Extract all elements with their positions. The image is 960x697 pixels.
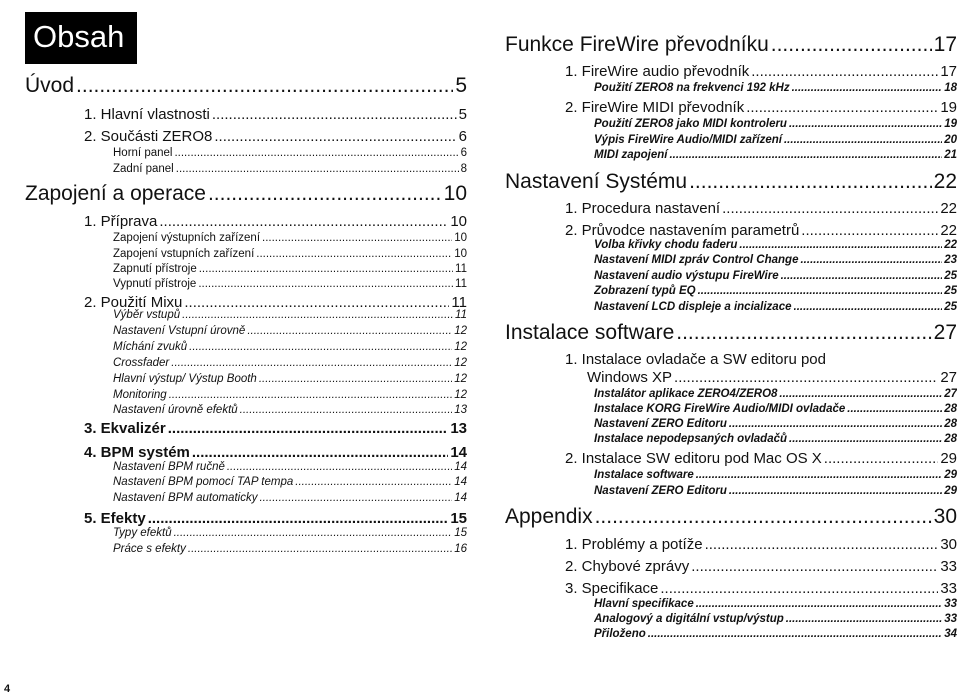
- toc-entry[interactable]: [594, 284, 957, 299]
- toc-entry-page: 11: [451, 294, 467, 311]
- toc-entry-label: 1. Procedura nastavení: [565, 200, 721, 217]
- toc-entry-label: Analogový a digitální vstup/výstup: [594, 613, 784, 625]
- toc-entry-page: 28: [944, 433, 957, 445]
- dot-leader: [696, 597, 942, 612]
- dot-leader: [262, 231, 452, 246]
- toc-entry[interactable]: [113, 162, 467, 177]
- toc-entry-label: 1. Problémy a potíže: [565, 536, 703, 553]
- dot-leader: [247, 324, 452, 339]
- toc-entry-label: Zapnutí přístroje: [113, 263, 197, 275]
- toc-entry-page: 8: [460, 163, 467, 175]
- toc-entry[interactable]: [594, 612, 957, 627]
- toc-entry-page: 17: [933, 33, 957, 56]
- toc-entry-label: 2. Součásti ZERO8: [84, 128, 213, 145]
- toc-entry[interactable]: [594, 269, 957, 284]
- toc-entry[interactable]: [594, 484, 957, 499]
- toc-entry-label: Výpis FireWire Audio/MIDI zařízení: [594, 134, 782, 146]
- dot-leader: [746, 98, 938, 117]
- toc-entry-label: Nastavení Vstupní úrovně: [113, 325, 246, 337]
- toc-entry-label: 1. Instalace ovladače a SW editoru pod: [565, 351, 826, 368]
- toc-entry-page: 28: [944, 403, 957, 415]
- toc-entry-page: 27: [944, 388, 957, 400]
- toc-entry-label: Výběr vstupů: [113, 309, 181, 321]
- dot-leader: [847, 402, 942, 417]
- toc-entry-page: 18: [944, 82, 957, 94]
- toc-entry-page: 6: [460, 147, 467, 159]
- toc-entry[interactable]: [84, 419, 467, 438]
- toc-entry[interactable]: [505, 504, 957, 530]
- toc-entry[interactable]: [565, 535, 957, 554]
- dot-leader: [696, 468, 942, 483]
- toc-entry-page: 25: [944, 270, 957, 282]
- toc-entry-page: 22: [944, 239, 957, 251]
- toc-entry-label: 1. Příprava: [84, 213, 158, 230]
- dot-leader: [676, 320, 931, 346]
- toc-entry[interactable]: [594, 387, 957, 402]
- toc-entry[interactable]: [113, 277, 467, 292]
- dot-leader: [729, 417, 942, 432]
- toc-entry-label: Crossfader: [113, 357, 170, 369]
- toc-entry[interactable]: [113, 324, 467, 339]
- toc-entry-page: 25: [944, 301, 957, 313]
- toc-entry-page: 25: [944, 285, 957, 297]
- toc-entry-page: 11: [455, 263, 467, 275]
- dot-leader: [259, 491, 452, 506]
- toc-entry[interactable]: [505, 320, 957, 346]
- toc-entry-page: 27: [940, 369, 957, 386]
- toc-entry[interactable]: [594, 627, 957, 642]
- toc-entry[interactable]: [113, 262, 467, 277]
- toc-entry-page: 29: [944, 469, 957, 481]
- toc-entry-label: Horní panel: [113, 147, 173, 159]
- toc-entry-label: Nastavení ZERO Editoru: [594, 485, 727, 497]
- toc-entry[interactable]: [594, 402, 957, 417]
- toc-entry-page: 19: [944, 118, 957, 130]
- dot-leader: [789, 117, 942, 132]
- toc-entry-page: 17: [940, 63, 957, 80]
- toc-entry-page: 22: [940, 222, 957, 239]
- toc-entry-page: 5: [458, 106, 467, 123]
- toc-entry-page: 10: [454, 248, 467, 260]
- toc-entry-label: 2. Chybové zprávy: [565, 558, 690, 575]
- dot-leader: [800, 253, 942, 268]
- toc-entry-label: Nastavení ZERO Editoru: [594, 418, 727, 430]
- toc-entry[interactable]: [25, 181, 467, 207]
- toc-entry-label: Zapojení a operace: [25, 182, 206, 205]
- toc-entry[interactable]: [113, 356, 467, 371]
- toc-entry[interactable]: [594, 117, 957, 132]
- toc-entry[interactable]: [594, 148, 957, 163]
- toc-entry[interactable]: [113, 247, 467, 262]
- toc-entry-label: Hlavní specifikace: [594, 598, 694, 610]
- toc-entry-label: 1. Hlavní vlastnosti: [84, 106, 210, 123]
- toc-entry-page: 15: [450, 510, 467, 527]
- toc-entry-page: 14: [450, 444, 467, 461]
- toc-entry-label: 2. Průvodce nastavením parametrů: [565, 222, 800, 239]
- toc-entry-label: Nastavení Systému: [505, 170, 688, 193]
- toc-entry[interactable]: [113, 146, 467, 161]
- dot-leader: [789, 432, 942, 447]
- toc-entry-page: 33: [944, 613, 957, 625]
- toc-entry[interactable]: [565, 350, 957, 369]
- toc-entry[interactable]: [113, 526, 467, 541]
- toc-entry-page: 27: [933, 321, 957, 344]
- dot-leader: [182, 308, 453, 323]
- dot-leader: [824, 449, 939, 468]
- dot-leader: [698, 284, 943, 299]
- toc-entry-page: 12: [454, 341, 467, 353]
- toc-entry[interactable]: [84, 212, 467, 231]
- toc-entry[interactable]: [113, 491, 467, 506]
- dot-leader: [227, 460, 452, 475]
- dot-leader: [722, 199, 938, 218]
- toc-entry-page: 14: [454, 492, 467, 504]
- toc-entry[interactable]: [84, 127, 467, 146]
- dot-leader: [259, 372, 452, 387]
- toc-entry-page: 12: [454, 325, 467, 337]
- dot-leader: [174, 146, 458, 161]
- toc-entry-page: 21: [944, 149, 957, 161]
- toc-entry[interactable]: [113, 372, 467, 387]
- toc-entry-label: Funkce FireWire převodníku: [505, 33, 769, 56]
- toc-entry-page: 6: [458, 128, 467, 145]
- toc-entry-label: Windows XP: [587, 369, 673, 386]
- dot-leader: [169, 388, 453, 403]
- dot-leader: [595, 504, 932, 530]
- toc-entry-page: 11: [455, 278, 467, 290]
- toc-entry[interactable]: [565, 98, 957, 117]
- dot-leader: [256, 247, 452, 262]
- toc-entry-label: Volba křivky chodu faderu: [594, 239, 738, 251]
- dot-leader: [660, 579, 938, 598]
- toc-entry-label: Vypnutí přístroje: [113, 278, 197, 290]
- toc-entry-page: 13: [454, 404, 467, 416]
- toc-entry[interactable]: [594, 253, 957, 268]
- dot-leader: [189, 340, 452, 355]
- toc-entry-page: 29: [940, 450, 957, 467]
- dot-leader: [174, 526, 453, 541]
- dot-leader: [648, 627, 942, 642]
- toc-entry-page: 28: [944, 418, 957, 430]
- toc-entry-page: 20: [944, 134, 957, 146]
- toc-entry[interactable]: [594, 300, 957, 315]
- toc-entry-page: 10: [450, 213, 467, 230]
- dot-leader: [705, 535, 939, 554]
- toc-entry-label: 2. Instalace SW editoru pod Mac OS X: [565, 450, 822, 467]
- toc-entry-label: Nastavení audio výstupu FireWire: [594, 270, 779, 282]
- dot-leader: [689, 169, 932, 195]
- dot-leader: [794, 300, 943, 315]
- dot-leader: [739, 238, 942, 253]
- toc-entry[interactable]: [113, 460, 467, 475]
- toc-entry-label: 3. Ekvalizér: [84, 420, 166, 437]
- dot-leader: [188, 542, 452, 557]
- toc-entry-label: Nastavení MIDI zpráv Control Change: [594, 254, 799, 266]
- toc-entry[interactable]: [113, 231, 467, 246]
- toc-entry[interactable]: [113, 388, 467, 403]
- toc-entry-page: 10: [454, 232, 467, 244]
- toc-entry-page: 30: [940, 536, 957, 553]
- toc-entry[interactable]: [587, 368, 957, 387]
- toc-entry-label: Instalace software: [594, 469, 694, 481]
- dot-leader: [674, 368, 938, 387]
- toc-entry-label: 2. Použití Mixu: [84, 294, 183, 311]
- toc-entry-label: Instalace nepodepsaných ovladačů: [594, 433, 788, 445]
- toc-entry-label: Instalátor aplikace ZERO4/ZERO8: [594, 388, 778, 400]
- toc-entry-page: 33: [944, 598, 957, 610]
- toc-entry[interactable]: [113, 403, 467, 418]
- toc-entry[interactable]: [594, 468, 957, 483]
- toc-entry-label: Hlavní výstup/ Výstup Booth: [113, 373, 257, 385]
- toc-entry-page: 22: [940, 200, 957, 217]
- toc-entry[interactable]: [594, 238, 957, 253]
- toc-entry-page: 12: [454, 373, 467, 385]
- toc-entry-page: 33: [940, 558, 957, 575]
- toc-entry-page: 12: [454, 357, 467, 369]
- toc-entry-page: 11: [455, 309, 467, 321]
- toc-entry[interactable]: [565, 579, 957, 598]
- toc-entry-label: Instalace KORG FireWire Audio/MIDI ovladače: [594, 403, 846, 415]
- toc-entry-page: 23: [944, 254, 957, 266]
- dot-leader: [729, 484, 942, 499]
- toc-entry-page: 14: [454, 461, 467, 473]
- toc-entry-label: Práce s efekty: [113, 543, 186, 555]
- toc-entry[interactable]: [505, 169, 957, 195]
- toc-entry-label: Typy efektů: [113, 527, 172, 539]
- toc-entry-label: Úvod: [25, 74, 75, 97]
- dot-leader: [76, 73, 453, 99]
- toc-entry-label: Použití ZERO8 jako MIDI kontroleru: [594, 118, 787, 130]
- contents-title-box: [25, 12, 137, 64]
- dot-leader: [240, 403, 453, 418]
- toc-entry-label: Appendix: [505, 505, 593, 528]
- toc-entry-label: Nastavení LCD displeje a incializace: [594, 301, 792, 313]
- toc-entry[interactable]: [565, 199, 957, 218]
- dot-leader: [784, 133, 942, 148]
- dot-leader: [792, 81, 943, 96]
- toc-entry-label: Zadní panel: [113, 163, 174, 175]
- dot-leader: [198, 277, 453, 292]
- toc-entry[interactable]: [25, 73, 467, 99]
- toc-entry[interactable]: [594, 133, 957, 148]
- toc-entry-label: Zobrazení typů EQ: [594, 285, 696, 297]
- dot-leader: [779, 387, 942, 402]
- dot-leader: [751, 62, 938, 81]
- toc-entry[interactable]: [113, 542, 467, 557]
- toc-entry-label: Přiloženo: [594, 628, 646, 640]
- toc-entry-page: 22: [933, 170, 957, 193]
- dot-leader: [159, 212, 448, 231]
- contents-title: Obsah: [33, 19, 125, 54]
- toc-entry[interactable]: [594, 597, 957, 612]
- dot-leader: [786, 612, 942, 627]
- toc-entry-label: Nastavení BPM automaticky: [113, 492, 258, 504]
- page-number: 4: [4, 683, 11, 695]
- dot-leader: [295, 475, 452, 490]
- toc-entry-label: 4. BPM systém: [84, 444, 190, 461]
- toc-entry[interactable]: [594, 81, 957, 96]
- toc-entry[interactable]: [565, 449, 957, 468]
- dot-leader: [199, 262, 453, 277]
- dot-leader: [691, 557, 938, 576]
- toc-entry-page: 13: [450, 420, 467, 437]
- dot-leader: [171, 356, 452, 371]
- toc-entry[interactable]: [594, 417, 957, 432]
- toc-entry-label: 1. FireWire audio převodník: [565, 63, 750, 80]
- toc-entry-label: 3. Specifikace: [565, 580, 659, 597]
- toc-entry-label: Nastavení BPM ručně: [113, 461, 225, 473]
- dot-leader: [669, 148, 942, 163]
- dot-leader: [214, 127, 456, 146]
- dot-leader: [176, 162, 459, 177]
- toc-entry-page: 30: [933, 505, 957, 528]
- toc-entry-page: 14: [454, 476, 467, 488]
- toc-entry[interactable]: [113, 340, 467, 355]
- toc-entry-label: Použití ZERO8 na frekvenci 192 kHz: [594, 82, 790, 94]
- toc-entry[interactable]: [505, 32, 957, 58]
- toc-entry-page: 19: [940, 99, 957, 116]
- toc-entry-page: 34: [944, 628, 957, 640]
- toc-entry-page: 10: [443, 182, 467, 205]
- toc-entry[interactable]: [113, 475, 467, 490]
- toc-entry-page: 12: [454, 389, 467, 401]
- toc-entry-page: 16: [454, 543, 467, 555]
- toc-entry-page: 33: [940, 580, 957, 597]
- toc-entry-label: Nastavení BPM pomocí TAP tempa: [113, 476, 294, 488]
- toc-entry[interactable]: [113, 308, 467, 323]
- toc-entry[interactable]: [84, 105, 467, 124]
- toc-entry-label: MIDI zapojení: [594, 149, 668, 161]
- toc-entry[interactable]: [565, 557, 957, 576]
- toc-entry-page: 29: [944, 485, 957, 497]
- toc-entry-label: Zapojení výstupních zařízení: [113, 232, 261, 244]
- dot-leader: [781, 269, 943, 284]
- dot-leader: [168, 419, 449, 438]
- toc-entry-label: 2. FireWire MIDI převodník: [565, 99, 745, 116]
- toc-entry-page: 5: [455, 74, 467, 97]
- toc-entry-label: Instalace software: [505, 321, 675, 344]
- toc-entry-label: Monitoring: [113, 389, 167, 401]
- toc-entry-label: 5. Efekty: [84, 510, 146, 527]
- dot-leader: [212, 105, 457, 124]
- toc-entry-label: Zapojení vstupních zařízení: [113, 248, 255, 260]
- dot-leader: [771, 32, 932, 58]
- toc-entry-label: Míchání zvuků: [113, 341, 188, 353]
- toc-entry[interactable]: [565, 62, 957, 81]
- toc-entry-page: 15: [454, 527, 467, 539]
- toc-entry-label: Nastavení úrovně efektů: [113, 404, 238, 416]
- toc-entry[interactable]: [594, 432, 957, 447]
- dot-leader: [208, 181, 442, 207]
